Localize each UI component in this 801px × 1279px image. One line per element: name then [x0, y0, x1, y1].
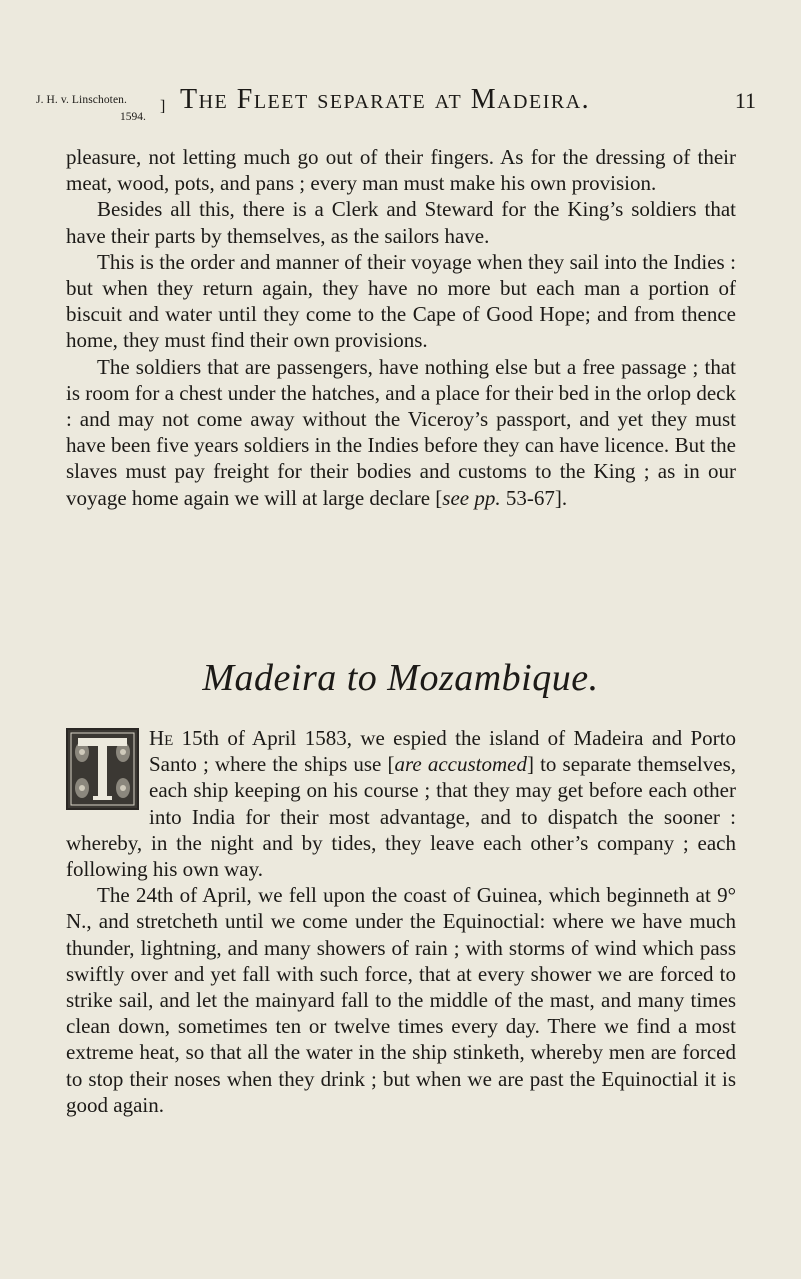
paragraph-text: The soldiers that are passengers, have nothing else but a free passage ; that is room for a chest under the hatches, and a place for their bed in the orlop deck : and may not come away without the Viceroy’s passport, and yet they must have been five years soldiers in the Indies before they can have licence. But the slaves must pay freight for their bodies and customs to the King ; as in our voyage home again we will at large declare [: [66, 354, 736, 510]
lead-word: He: [149, 726, 174, 750]
ornamental-initial-icon: [66, 728, 139, 810]
header-author: J. H. v. Linschoten.: [36, 94, 128, 106]
paragraph-text: 15th of April 1583, we espied the island of Madeira and Porto Santo ; where the ships use [: [149, 726, 736, 777]
text-block-top: [66, 144, 736, 511]
text-block-bottom: [66, 725, 736, 1118]
gloss-italic: are accustomed: [394, 752, 527, 777]
section-heading: Madeira to Mozambique.: [202, 657, 599, 699]
reference-italic: see pp.: [442, 485, 501, 510]
header-year: 1594.: [120, 111, 146, 123]
header-title: The Fleet separate at Madeira.: [180, 84, 591, 115]
paragraph: This is the order and manner of their voyage when they sail into the Indies : but when they return again, they have no more but each man a portion of biscuit and water until they come to the Cape of Good Hope; and from thence home, they must find their own provisions.: [66, 249, 736, 353]
page-number: 11: [734, 88, 756, 113]
paragraph: pleasure, not letting much go out of their fingers. As for the dressing of their meat, wood, pots, and pans ; every man must make his own provision.: [66, 145, 736, 196]
paragraph: The 24th of April, we fell upon the coast of Guinea, which beginneth at 9° N., and stretcheth until we come under the Equinoctial: where we have much thunder, lightning, and many showers of rain ; with storms of wind which pass swiftly over and yet fall with such force, that at every shower we are forced to strike sail, and let the mainyard fall to the middle of the mast, and many times clean down, sometimes ten or twelve times every day. There we find a most extreme heat, so that all the water in the ship stinketh, whereby men are forced to stop their noses when they drink ; but when we are past the Equinoctial it is good again.: [66, 883, 736, 1117]
paragraph: [66, 354, 736, 511]
running-header: [36, 80, 756, 123]
paragraph-text: ] to separate themselves, each ship keeping on his course ; that they may get before each other into India for their most advantage, and to dispatch the sooner : whereby, in the night and by tides, they leave each other’s company ; each following his own way.: [66, 752, 736, 882]
header-bracket: ]: [160, 98, 166, 115]
paragraph: [66, 725, 736, 882]
paragraph: Besides all this, there is a Clerk and Steward for the King’s soldiers that have their parts by themselves, as the sailors have.: [66, 197, 736, 248]
paragraph-text: 53-67].: [500, 485, 568, 510]
